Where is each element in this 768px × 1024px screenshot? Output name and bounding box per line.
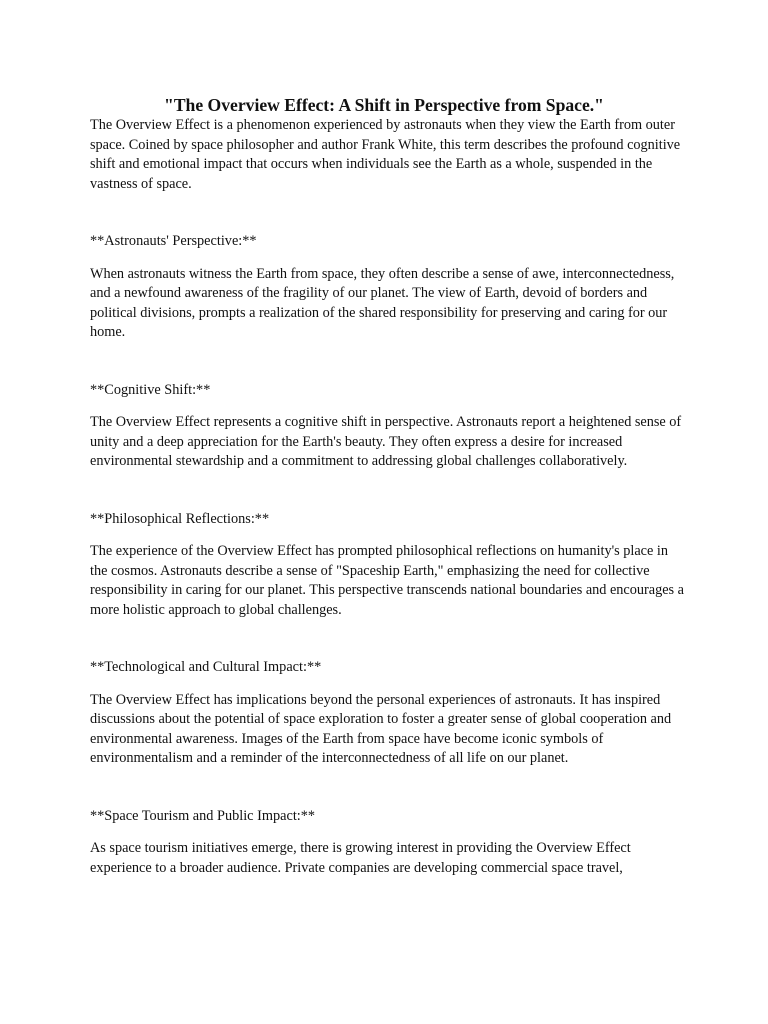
section-astronauts-perspective [90, 232, 684, 343]
section-body: The Overview Effect has implications beyond the personal experiences of astronauts. It has inspired discussions about the potential of space exploration to foster a greater sense of global cooperation and environmental awareness. Images of the Earth from space have become iconic symbols of environmentalism and a reminder of the interconnectedness of all life on our planet. [90, 691, 672, 766]
section-body: The experience of the Overview Effect has prompted philosophical reflections on humanity's place in the cosmos. Astronauts describe a sense of "Spaceship Earth," emphasizing the need for collective responsibility in caring for our planet. This perspective transcends national boundaries and encourages a more holistic approach to global challenges. [90, 543, 684, 618]
document-title: "The Overview Effect: A Shift in Perspective from Space." [164, 95, 604, 115]
section-philosophical-reflections [90, 510, 684, 621]
section-heading: **Philosophical Reflections:** [90, 510, 270, 527]
section-cognitive-shift [90, 381, 684, 472]
document-sections [90, 232, 684, 878]
section-space-tourism [90, 807, 684, 879]
section-heading: **Technological and Cultural Impact:** [90, 659, 322, 675]
section-body: The Overview Effect represents a cognitive shift in perspective. Astronauts report a heightened sense of unity and a deep appreciation for the Earth's beauty. They often express a desire for increased environmental stewardship and a commitment to addressing global challenges collaboratively. [90, 414, 682, 469]
section-technological-cultural-impact [90, 658, 684, 769]
section-body: As space tourism initiatives emerge, there is growing interest in providing the Overview Effect experience to a broader audience. Private companies are developing commercial space travel, [90, 840, 631, 876]
section-body: When astronauts witness the Earth from space, they often describe a sense of awe, interconnectedness, and a newfound awareness of the fragility of our planet. The view of Earth, devoid of borders and political divisions, prompts a realization of the shared responsibility for preserving and caring for our home. [90, 265, 675, 340]
section-heading: **Space Tourism and Public Impact:** [90, 807, 316, 824]
section-heading: **Astronauts' Perspective:** [90, 233, 257, 249]
intro-paragraph: The Overview Effect is a phenomenon experienced by astronauts when they view the Earth from outer space. Coined by space philosopher and author Frank White, this term describes the profound cognitive shift and emotional impact that occurs when individuals see the Earth as a whole, suspended in the vastness of space. [90, 117, 681, 192]
section-heading: **Cognitive Shift:** [90, 381, 211, 398]
